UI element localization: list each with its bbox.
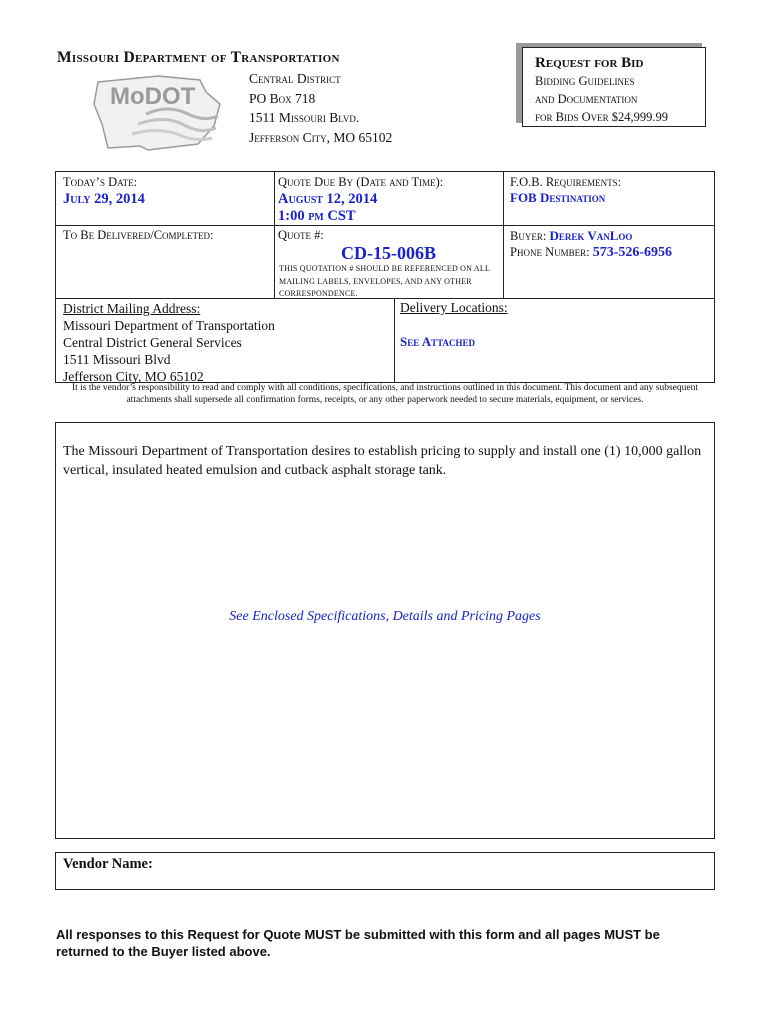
project-description: The Missouri Department of Transportation desires to establish pricing to supply and install one (1) 10,000 gallon vertical, insulated heated emulsion and cutback asphalt storage tank.	[63, 444, 702, 478]
mailing-line-3: 1511 Missouri Blvd	[63, 352, 171, 367]
delivery-locations-label: Delivery Locations:	[400, 300, 508, 315]
quote-number-value: CD-15-006B	[341, 243, 436, 263]
buyer-label: Buyer:	[510, 229, 547, 243]
delivered-completed-label: To Be Delivered/Completed:	[63, 228, 214, 242]
district-address	[249, 69, 392, 147]
bid-box-line-2: and Documentation	[535, 92, 638, 106]
request-for-bid-box	[516, 43, 708, 127]
submission-instructions: All responses to this Request for Quote MUST be submitted with this form and all pages MUST be returned to the Buyer listed above.	[56, 927, 660, 959]
phone-label: Phone Number:	[510, 245, 590, 259]
district-name: Central District	[249, 71, 341, 86]
vendor-name-field[interactable]	[55, 852, 715, 890]
bid-box-line-3: for Bids Over $24,999.99	[535, 110, 668, 124]
delivery-locations-value: See Attached	[400, 334, 475, 349]
vendor-name-label: Vendor Name:	[63, 856, 153, 872]
fob-label: F.O.B. Requirements:	[510, 175, 622, 189]
todays-date-value: July 29, 2014	[63, 191, 145, 207]
enclosed-specifications-note: See Enclosed Specifications, Details and Pricing Pages	[229, 609, 541, 624]
bid-box-title: Request for Bid	[535, 55, 644, 71]
quote-due-time: 1:00 pm CST	[278, 208, 356, 224]
mailing-address-label: District Mailing Address:	[63, 301, 201, 316]
buyer-name: Derek VanLoo	[549, 228, 633, 243]
phone-number: 573-526-6956	[592, 245, 673, 260]
street-address: 1511 Missouri Blvd.	[249, 110, 360, 125]
todays-date-label: Today’s Date:	[63, 175, 138, 189]
quote-reference-note: THIS QUOTATION # SHOULD BE REFERENCED ON ALL MAILING LABELS, ENVELOPES, AND ANY OTHER CORRESPONDENCE.	[279, 264, 491, 298]
vendor-responsibility-notice: It is the vendor’s responsibility to read and comply with all conditions, specifications, and instructions outlined in this document. This document and any subsequent attachments shall supersede all confirmation forms, receipts, or any other paperwork needed to secure materials, equipment, or services.	[71, 383, 699, 405]
agency-name: Missouri Department of Transportation	[57, 49, 340, 66]
po-box: PO Box 718	[249, 90, 316, 106]
mailing-address	[63, 300, 275, 385]
quote-number-label: Quote #:	[278, 228, 324, 242]
fob-value: FOB Destination	[510, 190, 606, 205]
description-box	[55, 422, 715, 839]
mailing-line-4: Jefferson City, MO 65102	[63, 369, 204, 384]
city-state-zip: Jefferson City, MO 65102	[249, 129, 393, 145]
quote-due-date: August 12, 2014	[278, 191, 378, 207]
mailing-line-1: Missouri Department of Transportation	[63, 318, 275, 333]
bid-box-line-1: Bidding Guidelines	[535, 74, 635, 88]
mailing-line-2: Central District General Services	[63, 335, 242, 350]
logo-text: MoDOT	[110, 83, 196, 110]
quote-due-label: Quote Due By (Date and Time):	[278, 175, 444, 189]
phone-field	[510, 245, 672, 261]
buyer-field	[510, 228, 632, 244]
modot-logo	[88, 74, 226, 154]
